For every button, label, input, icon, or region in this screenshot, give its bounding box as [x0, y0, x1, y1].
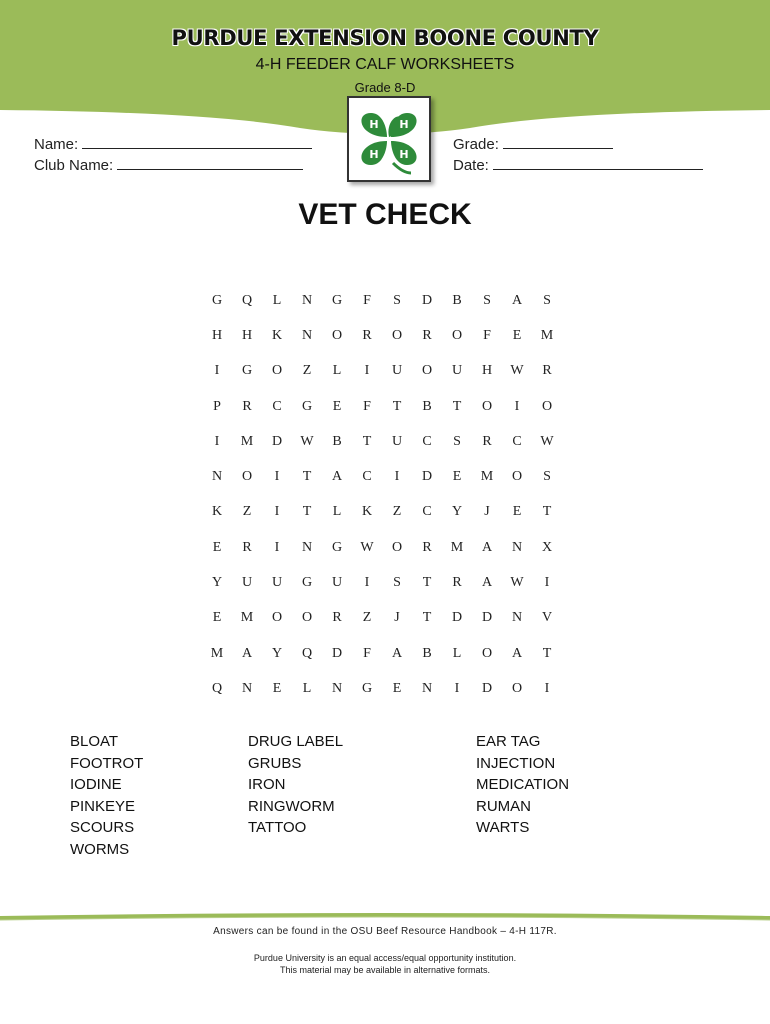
clover-leaf-letter: H	[399, 148, 409, 161]
word-list-item: PINKEYE	[70, 797, 136, 815]
grid-letter: F	[363, 398, 371, 414]
name-line[interactable]	[82, 134, 312, 149]
grid-letter: W	[300, 433, 314, 449]
grid-letter: G	[301, 575, 313, 591]
grid-letter: M	[480, 469, 494, 485]
grid-letter: U	[331, 575, 343, 591]
word-list-item: INJECTION	[476, 754, 556, 772]
grid-letter: E	[452, 469, 462, 485]
grid-letter: Y	[451, 504, 463, 520]
grid-letter: V	[541, 610, 553, 626]
grid-letter: I	[274, 504, 280, 520]
word-list-item: BLOAT	[70, 733, 119, 750]
grid-letter: I	[394, 469, 400, 485]
grid-letter: M	[210, 645, 224, 661]
grid-letter: O	[511, 680, 523, 696]
word-list-item: MEDICATION	[476, 776, 570, 794]
grid-letter: G	[301, 398, 313, 414]
grid-row	[202, 530, 562, 565]
name-label: Name:	[34, 136, 79, 153]
grid-letter: S	[543, 292, 551, 308]
grid-letter: Z	[392, 504, 402, 520]
grid-letter: O	[421, 363, 433, 379]
grid-letter: H	[481, 363, 493, 379]
grid-letter: N	[301, 292, 313, 308]
grid-letter: O	[271, 610, 283, 626]
word-list-item: FOOTROT	[70, 754, 144, 772]
grid-letter: E	[392, 680, 402, 696]
grid-letter: K	[211, 504, 223, 520]
grid-letter: A	[511, 645, 523, 661]
grid-letter: S	[393, 575, 401, 591]
grade-label: Grade:	[453, 136, 499, 153]
grid-row	[202, 318, 562, 353]
grid-letter: R	[332, 610, 342, 626]
grid-letter: M	[240, 610, 254, 626]
club-name-label: Club Name:	[34, 157, 114, 174]
grid-letter: C	[422, 504, 432, 520]
grid-letter: E	[512, 327, 522, 343]
grid-letter: T	[542, 504, 552, 520]
grid-letter: R	[422, 539, 432, 555]
grid-row	[202, 389, 562, 424]
grid-letter: L	[452, 645, 462, 661]
grid-letter: R	[242, 398, 252, 414]
grid-letter: C	[422, 433, 432, 449]
grid-letter: M	[540, 327, 554, 343]
clover-leaf-letter: H	[399, 118, 409, 131]
grid-letter: T	[302, 504, 312, 520]
club-name-field[interactable]	[34, 155, 303, 174]
grid-letter: B	[332, 433, 342, 449]
grid-letter: D	[481, 610, 493, 626]
grid-letter: H	[211, 327, 223, 343]
grid-letter: Q	[301, 645, 313, 661]
grid-letter: T	[362, 433, 372, 449]
grid-letter: L	[272, 292, 282, 308]
word-list-item: SCOURS	[70, 819, 135, 837]
grid-letter: G	[331, 292, 343, 308]
grid-letter: T	[422, 610, 432, 626]
grid-letter: U	[451, 363, 463, 379]
word-list-column-2	[248, 731, 343, 839]
date-line[interactable]	[493, 155, 703, 170]
grid-letter: B	[422, 645, 432, 661]
grid-letter: C	[512, 433, 522, 449]
date-label: Date:	[453, 157, 489, 174]
grid-letter: O	[391, 539, 403, 555]
grid-letter: T	[542, 645, 552, 661]
grid-letter: D	[271, 433, 283, 449]
grid-letter: L	[332, 504, 342, 520]
grid-letter: O	[451, 327, 463, 343]
grid-letter: Y	[271, 645, 283, 661]
grade-field[interactable]	[453, 134, 613, 153]
header-title: PURDUE EXTENSION BOONE COUNTY	[171, 26, 599, 50]
grid-letter: E	[212, 610, 222, 626]
word-list-column-1	[70, 731, 143, 861]
grid-letter: N	[511, 610, 523, 626]
grid-letter: E	[332, 398, 342, 414]
grid-letter: W	[510, 575, 524, 591]
grid-letter: B	[422, 398, 432, 414]
grid-letter: I	[364, 575, 370, 591]
grid-letter: M	[450, 539, 464, 555]
4-h-clover-icon	[349, 98, 429, 180]
header-subtitle: 4-H FEEDER CALF WORKSHEETS	[255, 56, 515, 73]
grid-letter: G	[241, 363, 253, 379]
word-list-item: DRUG LABEL	[248, 733, 344, 750]
grid-letter: O	[541, 398, 553, 414]
grid-row	[202, 565, 562, 600]
grid-letter: Z	[302, 363, 312, 379]
grid-row	[202, 424, 562, 459]
grid-row	[202, 354, 562, 389]
grade-line[interactable]	[503, 134, 613, 149]
grid-letter: F	[363, 292, 371, 308]
grid-letter: A	[391, 645, 403, 661]
grid-letter: J	[484, 504, 490, 520]
grid-letter: O	[481, 398, 493, 414]
grid-letter: W	[540, 433, 554, 449]
grid-letter: A	[241, 645, 253, 661]
grid-letter: Y	[211, 575, 223, 591]
grid-letter: N	[301, 327, 313, 343]
grid-letter: O	[241, 469, 253, 485]
grid-letter: R	[542, 363, 552, 379]
club-name-line[interactable]	[117, 155, 303, 170]
grid-row	[202, 636, 562, 671]
grid-letter: U	[391, 363, 403, 379]
grid-letter: O	[391, 327, 403, 343]
grid-letter: L	[332, 363, 342, 379]
word-list-item: IODINE	[70, 776, 122, 794]
grid-letter: D	[421, 469, 433, 485]
grid-letter: I	[544, 680, 550, 696]
grid-letter: G	[331, 539, 343, 555]
grid-letter: B	[452, 292, 462, 308]
grid-letter: K	[361, 504, 373, 520]
word-list-item: RINGWORM	[248, 797, 335, 815]
grid-letter: A	[481, 539, 493, 555]
grid-letter: R	[452, 575, 462, 591]
word-list-item: IRON	[248, 776, 286, 794]
grid-letter: D	[481, 680, 493, 696]
grid-letter: A	[481, 575, 493, 591]
grid-letter: F	[363, 645, 371, 661]
grid-row	[202, 601, 562, 636]
grid-letter: C	[362, 469, 372, 485]
4-h-logo	[347, 96, 431, 182]
grid-row	[202, 283, 562, 318]
grid-letter: S	[543, 469, 551, 485]
grid-letter: R	[362, 327, 372, 343]
grid-letter: T	[422, 575, 432, 591]
word-list-column-3	[476, 731, 569, 839]
grid-letter: K	[271, 327, 283, 343]
word-list-item: WARTS	[476, 819, 530, 837]
grid-letter: D	[451, 610, 463, 626]
grid-row	[202, 671, 562, 706]
grid-letter: D	[421, 292, 433, 308]
word-list-item: GRUBS	[248, 754, 302, 772]
clover-leaf-letter: H	[369, 118, 379, 131]
grid-letter: T	[392, 398, 402, 414]
grid-letter: F	[483, 327, 491, 343]
grid-letter: I	[364, 363, 370, 379]
grid-letter: N	[211, 469, 223, 485]
name-field[interactable]	[34, 134, 312, 153]
grid-letter: N	[511, 539, 523, 555]
disclaimer-line-2: This material may be available in alternative formats.	[279, 965, 491, 975]
grid-letter: E	[272, 680, 282, 696]
grid-letter: T	[452, 398, 462, 414]
grid-letter: I	[514, 398, 520, 414]
grid-letter: R	[422, 327, 432, 343]
grid-letter: T	[302, 469, 312, 485]
grid-letter: M	[240, 433, 254, 449]
grid-letter: O	[511, 469, 523, 485]
grid-letter: S	[393, 292, 401, 308]
grid-letter: O	[481, 645, 493, 661]
page-title: VET CHECK	[298, 198, 472, 231]
grid-letter: I	[544, 575, 550, 591]
grid-letter: Q	[211, 680, 223, 696]
grid-letter: L	[302, 680, 312, 696]
grid-letter: W	[360, 539, 374, 555]
clover-leaf-letter: H	[369, 148, 379, 161]
grid-row	[202, 495, 562, 530]
grid-letter: N	[301, 539, 313, 555]
grid-letter: R	[482, 433, 492, 449]
grid-letter: I	[274, 469, 280, 485]
grid-letter: E	[212, 539, 222, 555]
grid-letter: Z	[362, 610, 372, 626]
grid-letter: P	[213, 398, 221, 414]
word-list-item: TATTOO	[248, 819, 307, 837]
grid-letter: I	[454, 680, 460, 696]
word-search-grid	[202, 283, 562, 707]
grid-letter: R	[242, 539, 252, 555]
grid-letter: I	[214, 363, 220, 379]
grid-letter: A	[511, 292, 523, 308]
answers-note: Answers can be found in the OSU Beef Resource Handbook – 4-H 117R.	[213, 926, 557, 937]
grid-letter: N	[241, 680, 253, 696]
grid-letter: U	[241, 575, 253, 591]
grid-row	[202, 459, 562, 494]
grid-letter: H	[241, 327, 253, 343]
grid-letter: I	[214, 433, 220, 449]
grid-letter: O	[271, 363, 283, 379]
word-list-item: EAR TAG	[476, 733, 541, 750]
grid-letter: S	[453, 433, 461, 449]
grid-letter: A	[331, 469, 343, 485]
grid-letter: U	[391, 433, 403, 449]
grid-letter: J	[394, 610, 400, 626]
footer-divider	[0, 908, 770, 924]
grid-letter: O	[301, 610, 313, 626]
grid-letter: G	[211, 292, 223, 308]
header-grade: Grade 8-D	[354, 80, 416, 95]
word-list-item: RUMAN	[476, 797, 531, 815]
grid-letter: E	[512, 504, 522, 520]
word-list-item: WORMS	[70, 840, 130, 858]
grid-letter: Q	[241, 292, 253, 308]
grid-letter: O	[331, 327, 343, 343]
grid-letter: N	[331, 680, 343, 696]
grid-letter: G	[361, 680, 373, 696]
grid-letter: C	[272, 398, 282, 414]
grid-letter: S	[483, 292, 491, 308]
grid-letter: X	[541, 539, 553, 555]
grid-letter: I	[274, 539, 280, 555]
disclaimer-line-1: Purdue University is an equal access/equal opportunity institution.	[253, 953, 517, 963]
grid-letter: Z	[242, 504, 252, 520]
grid-letter: N	[421, 680, 433, 696]
grid-letter: W	[510, 363, 524, 379]
grid-letter: D	[331, 645, 343, 661]
date-field[interactable]	[453, 155, 703, 174]
grid-letter: U	[271, 575, 283, 591]
